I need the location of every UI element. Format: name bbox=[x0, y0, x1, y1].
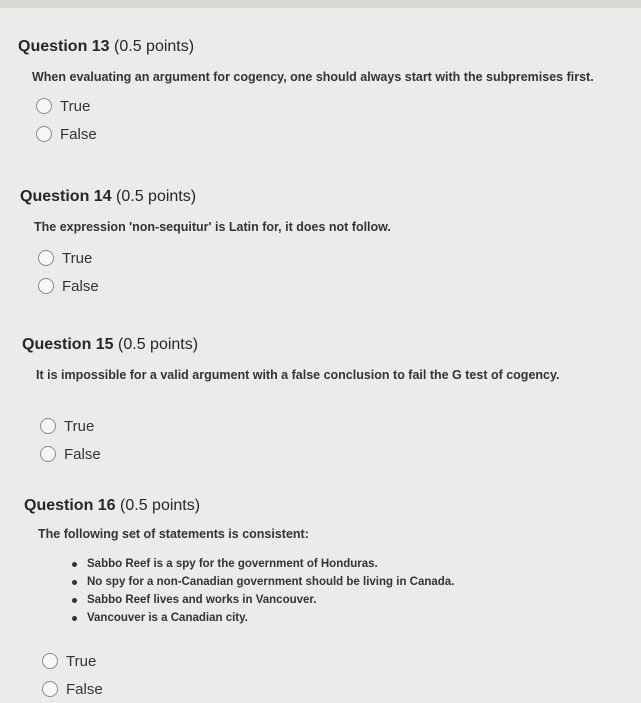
bullet-icon bbox=[72, 616, 77, 621]
option-false[interactable] bbox=[40, 440, 559, 468]
option-label: False bbox=[66, 680, 103, 698]
option-label: False bbox=[62, 277, 99, 295]
question-number: Question 14 bbox=[20, 188, 112, 205]
question-title bbox=[22, 336, 559, 354]
list-item bbox=[72, 573, 454, 591]
radio-button[interactable] bbox=[36, 98, 52, 114]
bullet-icon bbox=[72, 580, 77, 585]
radio-button[interactable] bbox=[40, 446, 56, 462]
question-number: Question 16 bbox=[24, 497, 116, 514]
question-13 bbox=[18, 38, 594, 148]
question-text: It is impossible for a valid argument with a false conclusion to fail the G test of cogency. bbox=[36, 368, 560, 382]
question-number: Question 13 bbox=[18, 38, 110, 55]
question-14 bbox=[20, 188, 391, 300]
option-label: True bbox=[66, 652, 97, 670]
option-true[interactable] bbox=[38, 244, 391, 272]
question-16 bbox=[24, 497, 454, 703]
radio-button[interactable] bbox=[42, 653, 58, 669]
question-title bbox=[24, 497, 454, 515]
radio-button[interactable] bbox=[36, 126, 52, 142]
top-cutoff-band bbox=[0, 0, 641, 8]
bullet-text: Sabbo Reef is a spy for the government of Honduras. bbox=[87, 558, 378, 570]
statement-list bbox=[72, 555, 454, 627]
option-label: False bbox=[64, 445, 101, 463]
question-points: (0.5 points) bbox=[116, 188, 197, 205]
question-points: (0.5 points) bbox=[120, 497, 201, 514]
question-title bbox=[18, 38, 594, 56]
bullet-text: No spy for a non-Canadian government should be living in Canada. bbox=[87, 576, 455, 588]
radio-button[interactable] bbox=[42, 681, 58, 697]
option-label: True bbox=[64, 417, 95, 435]
question-text: When evaluating an argument for cogency, one should always start with the subpremises first. bbox=[32, 70, 594, 84]
option-label: False bbox=[60, 125, 97, 143]
question-text: The expression 'non-sequitur' is Latin for, it does not follow. bbox=[34, 220, 391, 234]
radio-button[interactable] bbox=[38, 278, 54, 294]
question-15 bbox=[22, 336, 559, 468]
question-title bbox=[20, 188, 391, 206]
option-false[interactable] bbox=[36, 120, 594, 148]
list-item bbox=[72, 609, 454, 627]
option-true[interactable] bbox=[40, 412, 559, 440]
radio-button[interactable] bbox=[40, 418, 56, 434]
option-true[interactable] bbox=[42, 647, 454, 675]
bullet-text: Vancouver is a Canadian city. bbox=[87, 612, 248, 624]
question-points: (0.5 points) bbox=[118, 336, 199, 353]
question-points: (0.5 points) bbox=[114, 38, 195, 55]
radio-button[interactable] bbox=[38, 250, 54, 266]
bullet-icon bbox=[72, 598, 77, 603]
bullet-text: Sabbo Reef lives and works in Vancouver. bbox=[87, 594, 317, 606]
list-item bbox=[72, 591, 454, 609]
question-number: Question 15 bbox=[22, 336, 114, 353]
option-false[interactable] bbox=[38, 272, 391, 300]
option-label: True bbox=[60, 97, 91, 115]
option-true[interactable] bbox=[36, 92, 594, 120]
list-item bbox=[72, 555, 454, 573]
bullet-icon bbox=[72, 562, 77, 567]
option-label: True bbox=[62, 249, 93, 267]
option-false[interactable] bbox=[42, 675, 454, 703]
question-text: The following set of statements is consistent: bbox=[38, 527, 309, 541]
